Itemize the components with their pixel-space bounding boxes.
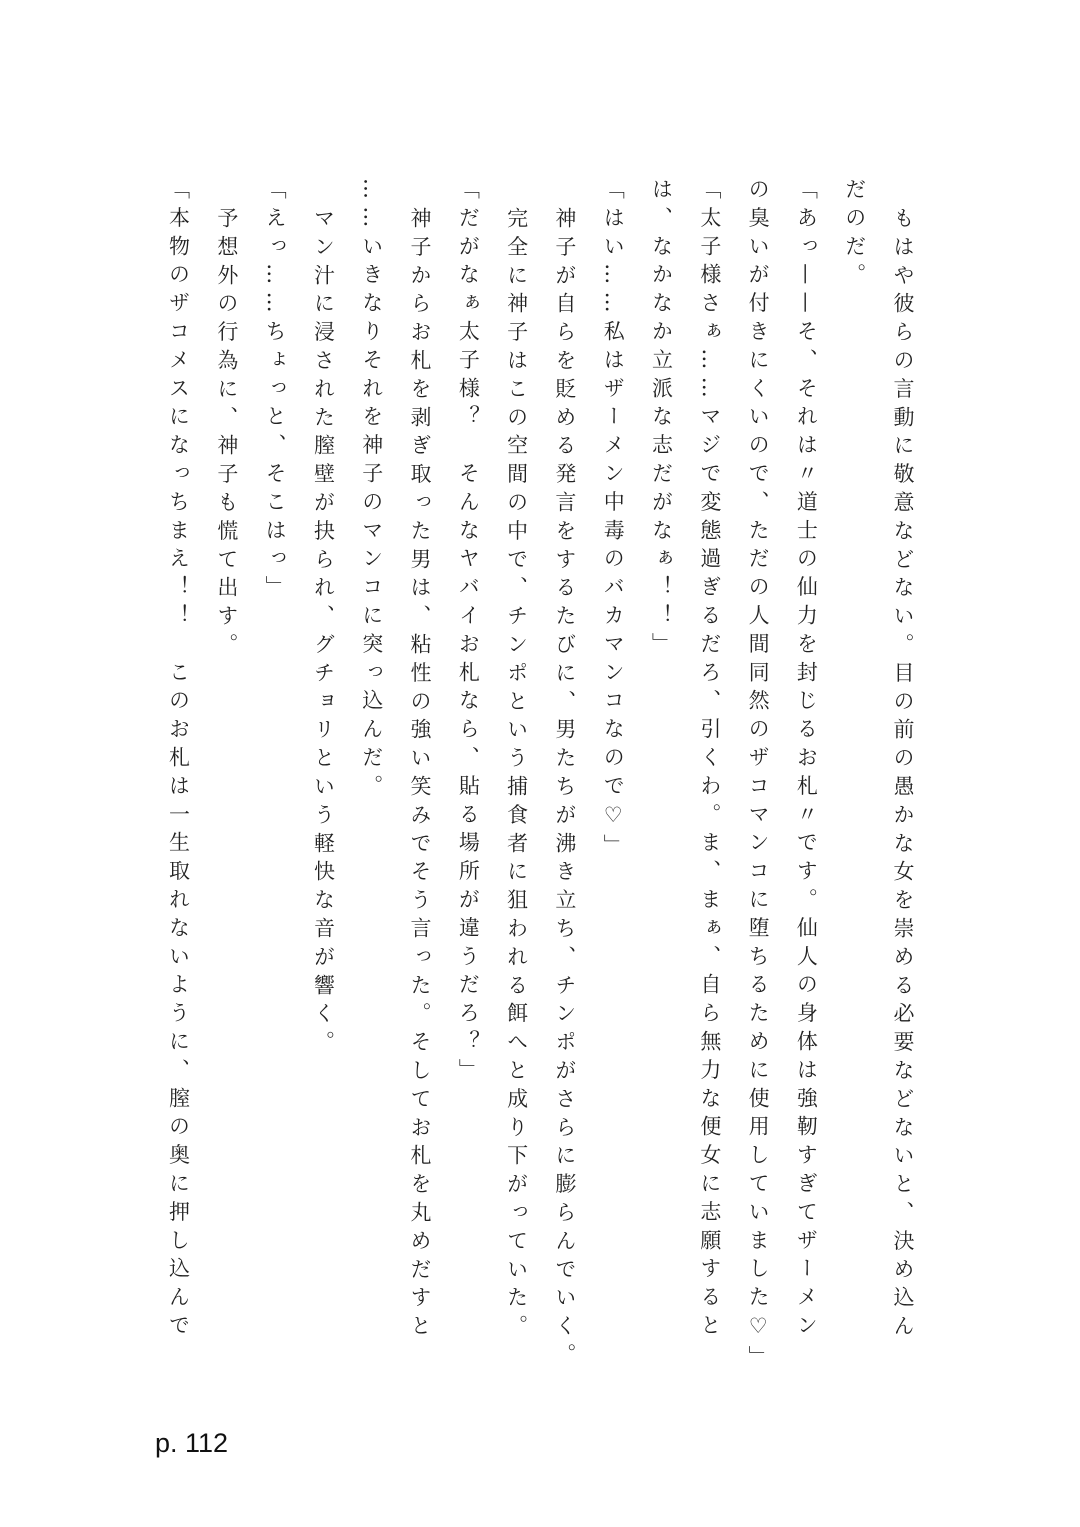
- text-column: 神子からお札を剥ぎ取った男は、粘性の強い笑みでそう言った。そしてお札を丸めだすと: [408, 207, 433, 1343]
- text-column: だのだ。: [842, 178, 867, 292]
- text-column: の臭いが付きにくいので、ただの人間同然のザコマンコに堕ちるために使用していました♡」: [746, 178, 771, 1374]
- text-column: 「はい……私はザーメン中毒のバカマンコなので♡」: [601, 178, 626, 863]
- text-column: 予想外の行為に、神子も慌て出す。: [214, 207, 239, 662]
- text-column: もはや彼らの言動に敬意などない。目の前の愚かな女を崇める必要などないと、決め込ん: [891, 207, 915, 1343]
- text-column: 「あっ——そ、それは〃道士の仙力を封じるお札〃です。仙人の身体は強靭すぎてザーメン: [794, 178, 819, 1343]
- text-column: ……いきなりそれを神子のマンコに突っ込んだ。: [359, 178, 384, 803]
- text-column: は、なかなか立派な志だがなぁ！！」: [649, 178, 674, 661]
- text-column: 「太子様さぁ……マジで変態過ぎるだろ、引くわ。ま、まぁ、自ら無力な便女に志願すると: [697, 178, 722, 1343]
- text-column: マン汁に浸された膣壁が抉られ、グチョリという軽快な音が響く。: [311, 207, 336, 1059]
- text-column: 「だがなぁ太子様？ そんなヤバイお札なら、貼る場所が違うだろ？」: [456, 178, 481, 1087]
- text-column: 完全に神子はこの空間の中で、チンポという捕食者に狙われる餌へと成り下がっていた。: [504, 207, 529, 1343]
- text-column: 神子が自らを貶める発言をするたびに、男たちが沸き立ち、チンポがさらに膨らんでいく。: [552, 207, 577, 1372]
- page-number: p. 112: [155, 1428, 229, 1458]
- vertical-text-body: [154, 178, 927, 1408]
- text-column: 「本物のザコメスになっちまえ！！ このお札は一生取れないように、膣の奥に押し込んで: [166, 178, 191, 1343]
- text-column: 「えっ……ちょっと、そこはっ」: [263, 178, 288, 604]
